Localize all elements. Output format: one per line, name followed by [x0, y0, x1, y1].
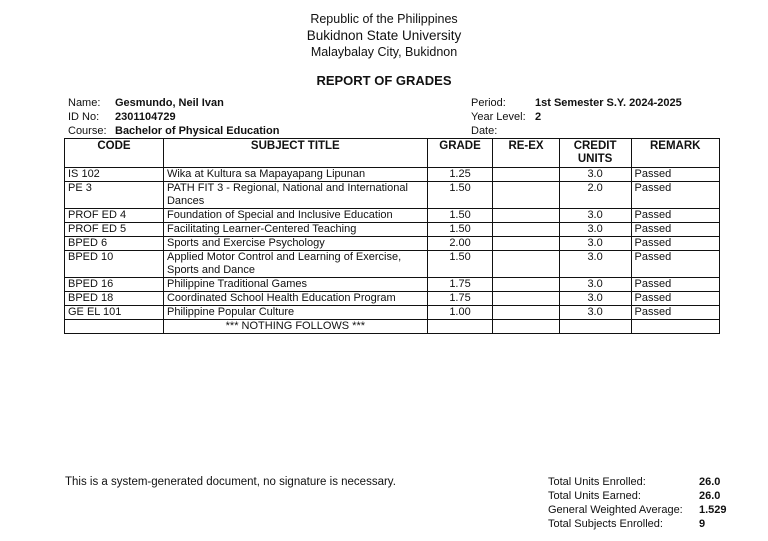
grades-table — [64, 138, 720, 334]
table-cell — [427, 320, 493, 334]
student-id-row — [68, 110, 176, 124]
cell-remark: Passed — [631, 182, 720, 209]
cell-units: 2.0 — [559, 182, 631, 209]
table-cell — [631, 320, 720, 334]
cell-units: 3.0 — [559, 223, 631, 237]
header-code: CODE — [65, 139, 164, 168]
date-label: Date: — [471, 125, 498, 137]
cell-title: Philippine Popular Culture — [163, 306, 427, 320]
cell-reex — [493, 209, 559, 223]
cell-units: 3.0 — [559, 292, 631, 306]
cell-remark: Passed — [631, 278, 720, 292]
table-header-row — [65, 139, 720, 168]
cell-grade: 2.00 — [427, 237, 493, 251]
total-value: 1.529 — [699, 504, 727, 516]
table-cell — [65, 320, 164, 334]
cell-units: 3.0 — [559, 278, 631, 292]
totals-row — [548, 503, 727, 517]
course-row — [68, 124, 280, 138]
cell-reex — [493, 182, 559, 209]
cell-grade: 1.50 — [427, 209, 493, 223]
cell-title: Philippine Traditional Games — [163, 278, 427, 292]
university-name: Bukidnon State University — [306, 28, 462, 43]
period-label: Period: — [471, 97, 506, 109]
cell-title: Applied Motor Control and Learning of Exercise, Sports and Dance — [163, 251, 427, 278]
cell-title: Facilitating Learner-Centered Teaching — [163, 223, 427, 237]
city-line: Malaybalay City, Bukidnon — [310, 45, 458, 59]
header-credit-units: CREDIT UNITS — [559, 139, 631, 168]
cell-units: 3.0 — [559, 306, 631, 320]
cell-reex — [493, 278, 559, 292]
student-id: 2301104729 — [115, 111, 176, 123]
cell-grade: 1.50 — [427, 251, 493, 278]
table-row — [65, 168, 720, 182]
cell-code: BPED 16 — [65, 278, 164, 292]
header-remark: REMARK — [631, 139, 720, 168]
course-label: Course: — [68, 125, 107, 137]
cell-code: BPED 6 — [65, 237, 164, 251]
name-label: Name: — [68, 97, 101, 109]
nothing-follows-row — [65, 320, 720, 334]
republic-line: Republic of the Philippines — [310, 12, 458, 26]
total-label: Total Units Enrolled: — [548, 476, 646, 488]
cell-title: Sports and Exercise Psychology — [163, 237, 427, 251]
cell-units: 3.0 — [559, 237, 631, 251]
course-value: Bachelor of Physical Education — [115, 125, 280, 137]
cell-remark: Passed — [631, 237, 720, 251]
year-row — [471, 110, 542, 124]
cell-remark: Passed — [631, 251, 720, 278]
cell-reex — [493, 306, 559, 320]
cell-grade: 1.50 — [427, 223, 493, 237]
system-note: This is a system-generated document, no signature is necessary. — [65, 476, 396, 488]
cell-code: PROF ED 5 — [65, 223, 164, 237]
table-row — [65, 182, 720, 209]
cell-grade: 1.75 — [427, 292, 493, 306]
cell-grade: 1.25 — [427, 168, 493, 182]
cell-code: BPED 10 — [65, 251, 164, 278]
header-re-ex: RE-EX — [493, 139, 559, 168]
total-label: Total Units Earned: — [548, 490, 641, 502]
cell-remark: Passed — [631, 168, 720, 182]
student-name: Gesmundo, Neil Ivan — [115, 97, 224, 109]
table-row — [65, 209, 720, 223]
table-row — [65, 237, 720, 251]
nothing-follows: *** NOTHING FOLLOWS *** — [163, 320, 427, 334]
year-value: 2 — [535, 111, 542, 123]
table-cell — [559, 320, 631, 334]
total-value: 26.0 — [699, 490, 721, 502]
cell-units: 3.0 — [559, 168, 631, 182]
cell-units: 3.0 — [559, 209, 631, 223]
id-label: ID No: — [68, 111, 100, 123]
table-row — [65, 306, 720, 320]
cell-grade: 1.50 — [427, 182, 493, 209]
page-title: REPORT OF GRADES — [316, 73, 452, 88]
total-value: 26.0 — [699, 476, 721, 488]
header-subject-title: SUBJECT TITLE — [163, 139, 427, 168]
cell-code: PROF ED 4 — [65, 209, 164, 223]
table-cell — [493, 320, 559, 334]
total-label: Total Subjects Enrolled: — [548, 518, 663, 530]
cell-remark: Passed — [631, 292, 720, 306]
cell-remark: Passed — [631, 306, 720, 320]
year-label: Year Level: — [471, 111, 526, 123]
student-name-row — [68, 96, 224, 110]
table-row — [65, 278, 720, 292]
cell-remark: Passed — [631, 223, 720, 237]
cell-units: 3.0 — [559, 251, 631, 278]
total-value: 9 — [699, 518, 706, 530]
totals-row — [548, 475, 721, 489]
cell-reex — [493, 237, 559, 251]
cell-reex — [493, 223, 559, 237]
cell-title: Wika at Kultura sa Mapayapang Lipunan — [163, 168, 427, 182]
cell-reex — [493, 168, 559, 182]
cell-grade: 1.00 — [427, 306, 493, 320]
cell-code: IS 102 — [65, 168, 164, 182]
cell-title: PATH FIT 3 - Regional, National and International Dances — [163, 182, 427, 209]
totals-row — [548, 489, 721, 503]
total-label: General Weighted Average: — [548, 504, 683, 516]
cell-code: GE EL 101 — [65, 306, 164, 320]
cell-title: Coordinated School Health Education Program — [163, 292, 427, 306]
period-value: 1st Semester S.Y. 2024-2025 — [535, 97, 682, 109]
table-row — [65, 223, 720, 237]
table-row — [65, 292, 720, 306]
date-row — [471, 124, 497, 138]
table-row — [65, 251, 720, 278]
cell-grade: 1.75 — [427, 278, 493, 292]
cell-reex — [493, 292, 559, 306]
cell-title: Foundation of Special and Inclusive Education — [163, 209, 427, 223]
totals-row — [548, 517, 706, 531]
cell-code: PE 3 — [65, 182, 164, 209]
cell-code: BPED 18 — [65, 292, 164, 306]
period-row — [471, 96, 682, 110]
header-grade: GRADE — [427, 139, 493, 168]
cell-reex — [493, 251, 559, 278]
cell-remark: Passed — [631, 209, 720, 223]
